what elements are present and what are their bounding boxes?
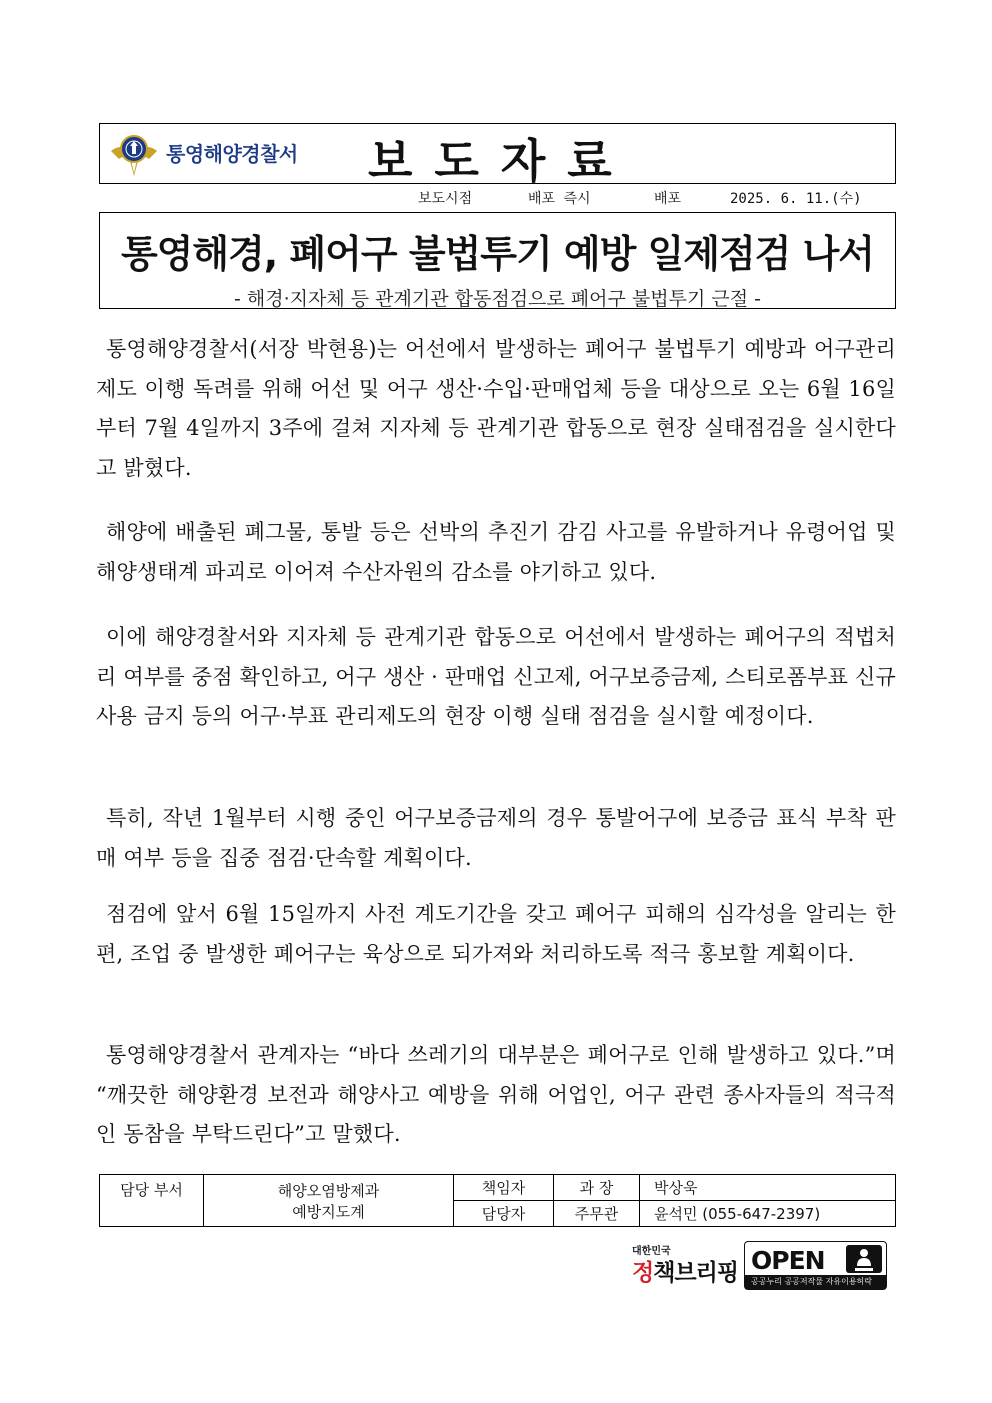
attribution-person-icon [846,1245,882,1273]
kogl-open-logo [744,1241,887,1290]
briefing-wordmark [632,1254,738,1287]
coast-guard-emblem-icon [109,129,159,179]
staff-title: 주무관 [554,1201,640,1227]
release-time-label: 보도시점 [418,191,473,207]
staff-label: 담당자 [454,1201,554,1227]
dept-name: 해양오염방제과 [277,1181,380,1200]
org-name: 통영해양경찰서 [166,142,298,166]
release-time-value: 배포 즉시 [528,191,591,207]
title-box [99,212,896,309]
briefing-wordmark-rest: 책브리핑 [653,1260,739,1286]
body-paragraph: 통영해양경찰서(서장 박현용)는 어선에서 발생하는 폐어구 불법투기 예방과 어구관리 제도 이행 독려를 위해 어선 및 어구 생산·수입·판매업체 등을 대상으로 오는 6월 16일부터 7월 4일까지 3주에 걸쳐 지자체 등 관계기관 합동으로 현장 실태점검을 실시한다고 밝혔다. [96,337,896,480]
dept-cell [204,1175,454,1227]
team-name: 예방지도계 [292,1202,365,1221]
headline: 통영해경, 폐어구 불법투기 예방 일제점검 나서 [120,232,875,276]
briefing-wordmark-red: 정 [632,1260,654,1286]
release-date-label: 배포 [654,191,682,207]
responsible-label: 책임자 [454,1175,554,1201]
responsible-title: 과 장 [554,1175,640,1201]
staff-name: 윤석민 (055-647-2397) [640,1201,896,1227]
body-paragraph: 이에 해양경찰서와 지자체 등 관계기관 합동으로 어선에서 발생하는 폐어구의 적법처리 여부를 중점 확인하고, 어구 생산 · 판매업 신고제, 어구보증금제, 스티로폼부표 신규 사용 금지 등의 어구·부표 관리제도의 현장 이행 실태 점검을 실시할 예정이다. [96,625,896,728]
body-paragraph: 해양에 배출된 폐그물, 통발 등은 선박의 추진기 감김 사고를 유발하거나 유령어업 및 해양생태계 파괴로 이어져 수산자원의 감소를 야기하고 있다. [96,520,896,584]
release-date-value: 2025. 6. 11.(수) [730,191,862,207]
open-word: OPEN [751,1246,825,1275]
open-license-text: 공공누리 공공저작물 자유이용허락 [745,1275,886,1289]
responsible-name: 박상욱 [640,1175,896,1201]
doc-type-title: 보도자료 [368,134,634,188]
header-box [99,123,896,188]
body-paragraph: 점검에 앞서 6월 15일까지 사전 계도기간을 갖고 폐어구 피해의 심각성을 알리는 한편, 조업 중 발생한 폐어구는 육상으로 되가져와 처리하도록 적극 홍보할 계획이다. [96,902,896,966]
body-paragraph: 통영해양경찰서 관계자는 “바다 쓰레기의 대부분은 폐어구로 인해 발생하고 있다.”며 “깨끗한 해양환경 보전과 해양사고 예방을 위해 어업인, 어구 관련 종사자들의 적극적인 동참을 부탁드린다”고 말했다. [96,1043,896,1146]
dept-label: 담당 부서 [100,1175,204,1227]
contact-table [99,1174,896,1227]
policy-briefing-logo [632,1242,737,1290]
sub-headline: - 해경·지자체 등 관계기관 합동점검으로 폐어구 불법투기 근절 - [234,288,761,310]
briefing-country: 대한민국 [632,1246,671,1257]
body-paragraph: 특히, 작년 1월부터 시행 중인 어구보증금제의 경우 통발어구에 보증금 표식 부착 판매 여부 등을 집중 점검·단속할 계획이다. [96,806,896,870]
